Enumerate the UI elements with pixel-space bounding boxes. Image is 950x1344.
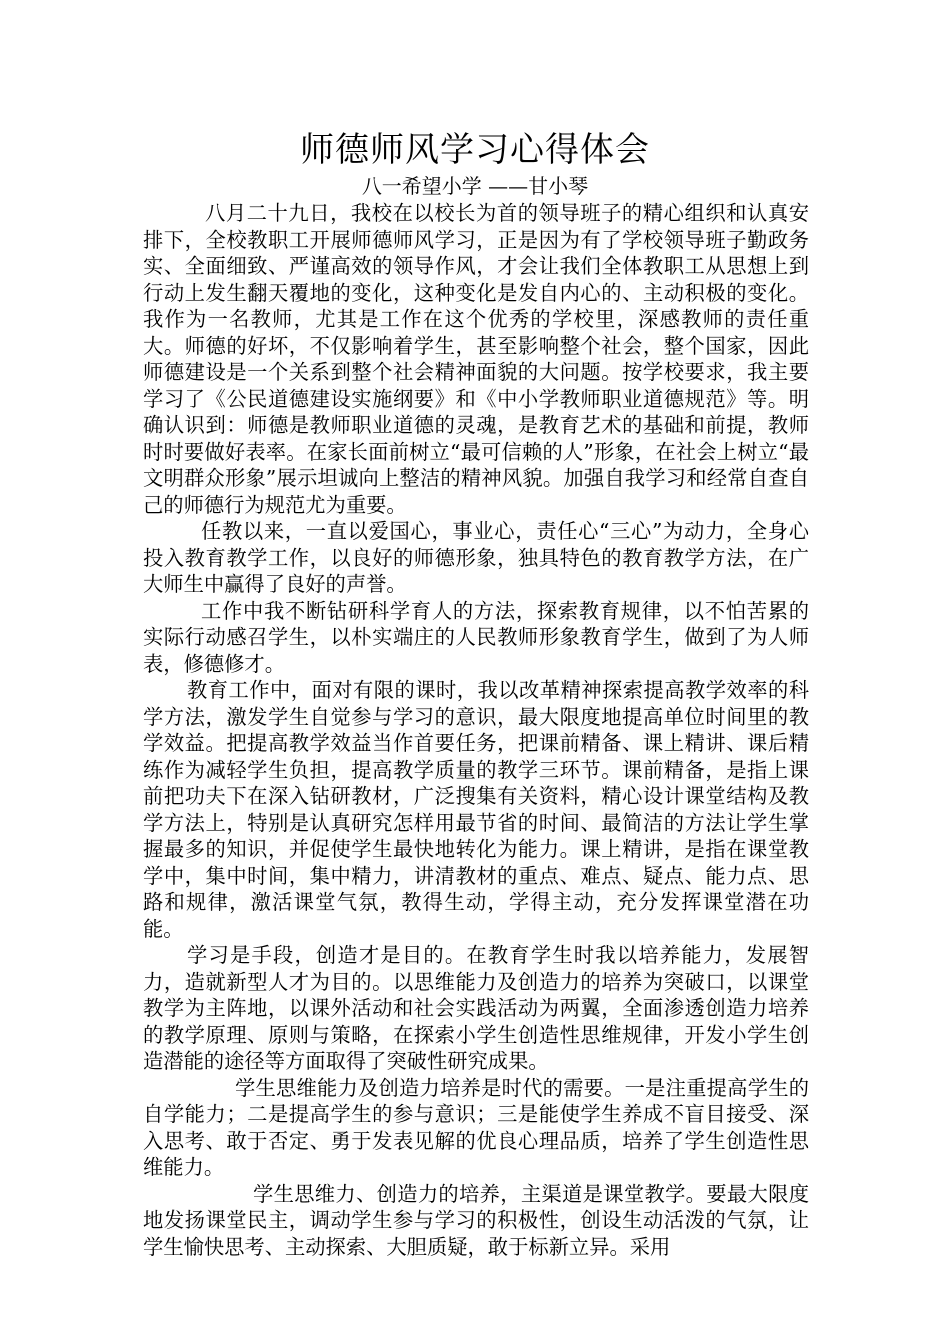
paragraph-5: 学习是手段，创造才是目的。在教育学生时我以培养能力，发展智力，造就新型人才为目的。以思维能力及创造力的培养为突破口，以课堂教学为主阵地，以课外活动和社会实践活动为两翼，全面渗透创造力培养的教学原理、原则与策略，在探索小学生创造性思维规律，开发小学生创造潜能的途径等方面取得了突破性研究成果。: [143, 943, 809, 1073]
paragraph-6: 学生思维能力及创造力培养是时代的需要。一是注重提高学生的自学能力；二是提高学生的参与意识；三是能使学生养成不盲目接受、深入思考、敢于否定、勇于发表见解的优良心理品质，培养了学生创造性思维能力。: [143, 1075, 809, 1179]
paragraph-7: 学生思维力、创造力的培养，主渠道是课堂教学。要最大限度地发扬课堂民主，调动学生参与学习的积极性，创设生动活泼的气氛，让学生愉快思考、主动探索、大胆质疑，敢于标新立异。采用: [143, 1181, 809, 1259]
document-body: [143, 200, 809, 1260]
author-line: 八一希望小学 ——甘小琴: [361, 174, 589, 198]
paragraph-2: 任教以来，一直以爱国心，事业心，责任心“三心”为动力，全身心投入教育教学工作，以良好的师德形象，独具特色的教育教学方法，在广大师生中赢得了良好的声誉。: [143, 519, 809, 596]
paragraph-3: 工作中我不断钻研科学育人的方法，探索教育规律，以不怕苦累的实际行动感召学生，以朴实端庄的人民教师形象教育学生，做到了为人师表，修德修才。: [143, 598, 809, 676]
document-title: 师德师风学习心得体会: [300, 130, 650, 170]
paragraph-1: 八月二十九日，我校在以校长为首的领导班子的精心组织和认真安排下，全校教职工开展师德师风学习，正是因为有了学校领导班子勤政务实、全面细致、严谨高效的领导作风，才会让我们全体教职工从思想上到行动上发生翻天覆地的变化，这种变化是发自内心的、主动积极的变化。我作为一名教师，尤其是工作在这个优秀的学校里，深感教师的责任重大。师德的好坏，不仅影响着学生，甚至影响整个社会，整个国家，因此师德建设是一个关系到整个社会精神面貌的大问题。按学校要求，我主要学习了《公民道德建设实施纲要》和《中小学教师职业道德规范》等。明确认识到：师德是教师职业道德的灵魂，是教育艺术的基础和前提，教师时时要做好表率。在家长面前树立“最可信赖的人”形象，在社会上树立“最文明群众形象”展示坦诚向上整洁的精神风貌。加强自我学习和经常自查自己的师德行为规范尤为重要。: [143, 201, 809, 517]
paragraph-4: 教育工作中，面对有限的课时，我以改革精神探索提高教学效率的科学方法，激发学生自觉参与学习的意识，最大限度地提高单位时间里的教学效益。把提高教学效益当作首要任务，把课前精备、课上精讲、课后精练作为减轻学生负担，提高教学质量的教学三环节。课前精备，是指上课前把功夫下在深入钻研教材，广泛搜集有关资料，精心设计课堂结构及教学方法上，特别是认真研究怎样用最节省的时间、最简洁的方法让学生掌握最多的知识，并促使学生最快地转化为能力。课上精讲，是指在课堂教学中，集中时间，集中精力，讲清教材的重点、难点、疑点、能力点、思路和规律，激活课堂气氛，教得生动，学得主动，充分发挥课堂潜在功能。: [143, 678, 809, 941]
